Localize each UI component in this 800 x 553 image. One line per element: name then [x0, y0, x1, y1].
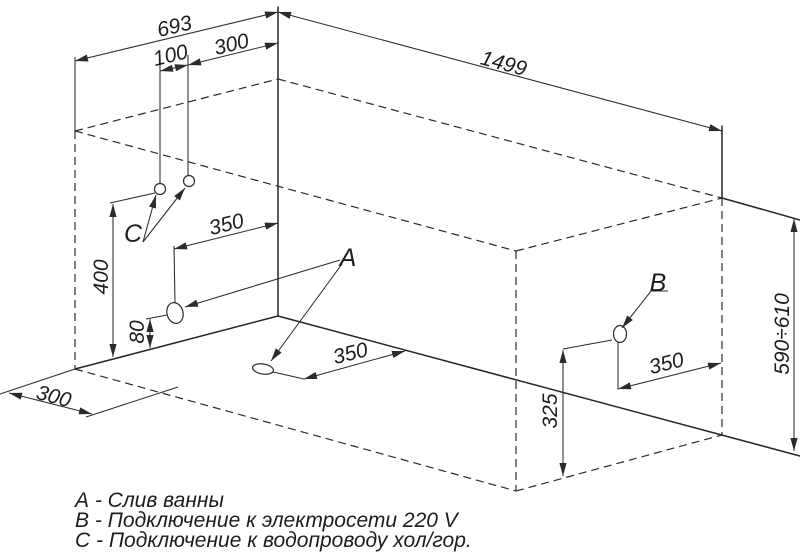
legend-line-a: А - Слив ванны — [75, 489, 224, 512]
label-b: B — [649, 269, 667, 297]
legend — [73, 489, 472, 552]
ext-300-bottom-right — [86, 387, 178, 417]
label-a: A — [339, 244, 357, 272]
bottom-right-edge — [516, 435, 722, 491]
bottom-back-edge — [75, 369, 516, 491]
dim-label-350-wall: 350 — [206, 209, 247, 241]
c-water-hole-left-marker — [155, 184, 166, 195]
b-electric-marker — [614, 326, 627, 343]
ext-floor-drain — [273, 372, 304, 379]
leader-a-wall-drain — [185, 260, 340, 307]
ext-400-top — [110, 193, 155, 203]
dim-label-300-top: 300 — [211, 29, 252, 60]
bathtub-visible-edges — [75, 7, 800, 456]
ext-wall-drain — [174, 246, 175, 303]
floor-drain-marker — [252, 362, 274, 375]
top-back-left-edge — [75, 79, 278, 131]
label-c: C — [123, 220, 143, 248]
dimension-labels — [34, 11, 794, 428]
legend-line-c: С - Подключение к водопроводу хол/гор. — [75, 529, 472, 552]
dim-label-1499: 1499 — [478, 46, 530, 81]
dim-label-590-610: 590÷610 — [771, 293, 794, 375]
legend-line-b: В - Подключение к электросети 220 V — [75, 509, 458, 532]
top-right-edge — [516, 198, 722, 251]
top-front-edge — [278, 79, 722, 198]
bathtub-hidden-edges — [75, 79, 722, 491]
leader-c-hole-right — [143, 188, 185, 242]
point-labels — [124, 220, 666, 297]
dim-label-80: 80 — [126, 320, 149, 344]
dim-label-325: 325 — [539, 393, 562, 429]
c-water-hole-right-marker — [184, 176, 195, 187]
dim-label-300-bottom: 300 — [33, 381, 74, 413]
leader-c-hole-left — [143, 195, 156, 242]
ext-80-top — [146, 315, 167, 319]
dim-label-100: 100 — [150, 40, 191, 71]
top-right-extension — [722, 198, 800, 220]
dim-label-400: 400 — [90, 259, 113, 295]
dim-label-350-right: 350 — [646, 348, 687, 380]
wall-drain-marker — [165, 301, 186, 325]
ext-b-325 — [563, 340, 612, 349]
dim-label-693: 693 — [154, 11, 195, 42]
dim-label-350-floor: 350 — [330, 338, 371, 370]
extension-lines — [0, 55, 618, 417]
